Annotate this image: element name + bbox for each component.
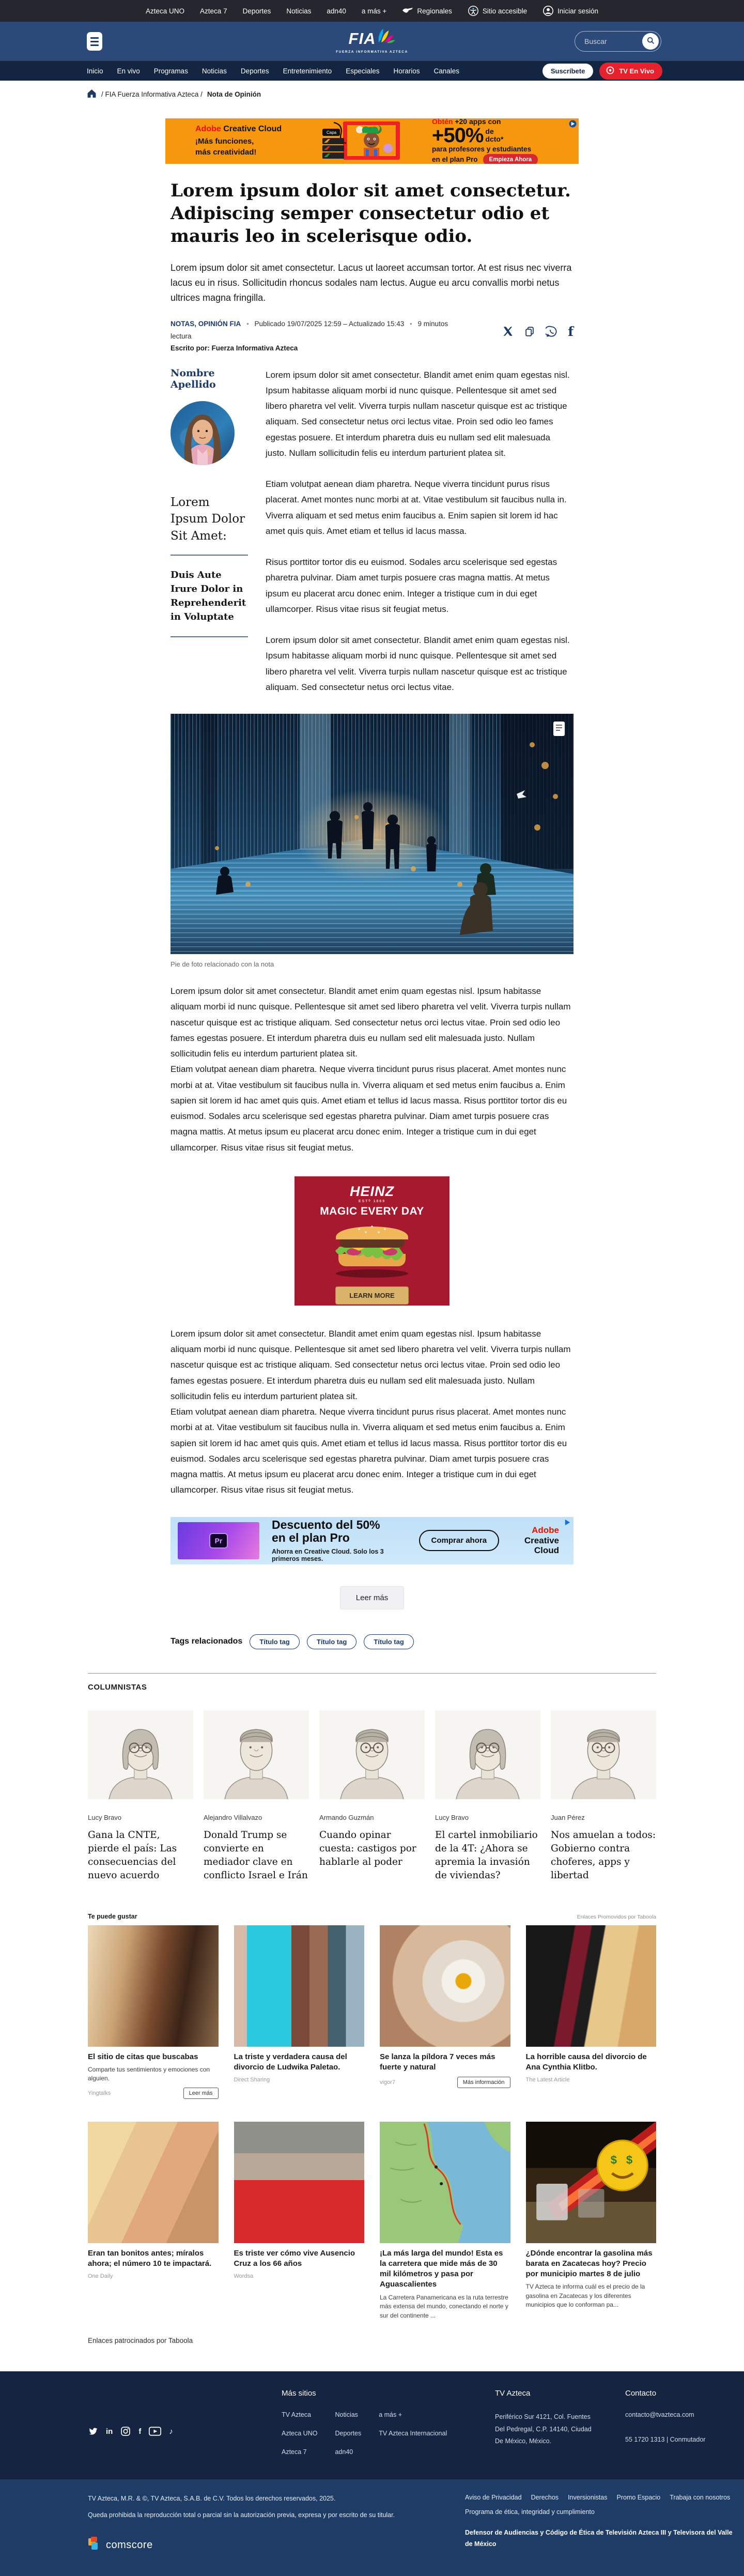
heinz-ad[interactable]: HEINZ ESTᴰ 1869 MAGIC EVERY DAY LEARN MORE (295, 1176, 450, 1306)
legal-link[interactable]: Inversionistas (568, 2493, 608, 2501)
card-title[interactable]: Eran tan bonitos antes; míralos ahora; el número 10 te impactará. (88, 2248, 212, 2268)
footer-phone: 55 1720 1313 | Conmutador (625, 2435, 706, 2443)
card-description: La Carretera Panamericana es la ruta terrestre más extensa del mundo, conectando el norte y sur del continente ... (380, 2293, 508, 2319)
paragraph: Lorem ipsum dolor sit amet consectetur. Blandit amet enim quam egestas nisl. Ipsum habitasse aliquam morbi id nunc quisque. Pellentesque sit amet sed libero pharetra vel velit. Viverra turpis nullam nascetur quisque est ac tristique aliquam. Sed consectetur netus orci lectus vitae. (266, 635, 570, 692)
card-title[interactable]: ¿Dónde encontrar la gasolina más barata en Zacatecas hoy? Precio por municipio martes 8 de julio (525, 2248, 653, 2279)
breadcrumb-current: Nota de Opinión (207, 90, 261, 98)
card-description: Comparte tus sentimientos y emociones con alguien. (88, 2065, 210, 2082)
topbar-link-a-mas[interactable]: a más + (361, 7, 387, 15)
read-more-button[interactable]: Leer más (340, 1586, 405, 1609)
card-source: One Daily (88, 2273, 113, 2280)
taboola-section (88, 1913, 656, 2344)
topbar-link-azteca-7[interactable]: Azteca 7 (200, 7, 227, 15)
columnist-card (551, 1710, 656, 1883)
twitter-icon[interactable] (88, 2426, 98, 2436)
learn-more-button[interactable]: LEARN MORE (335, 1286, 408, 1305)
article-body-continued (171, 984, 574, 1156)
columnist-card (88, 1710, 193, 1883)
article-published: Publicado 19/07/2025 12:59 – Actualizado 15:43 (254, 320, 405, 328)
instagram-icon[interactable] (120, 2426, 131, 2436)
ad-discount: +50% (432, 124, 484, 147)
card-title[interactable]: La triste y verdadera causa del divorcio de Ludwika Paletao. (234, 2052, 347, 2072)
columnist-portrait[interactable] (319, 1710, 425, 1799)
sidebar-highlight: Duis Aute Irure Dolor in Reprehenderit in Voluptate (171, 569, 246, 622)
logo-wing-icon (377, 28, 395, 46)
author-name[interactable]: Nombre Apellido (171, 367, 216, 391)
card-source: The Latest Article (525, 2077, 570, 2083)
svg-text:$: $ (626, 2153, 632, 2167)
card-source: Yingtalks (88, 2090, 111, 2096)
mexico-map-icon (402, 7, 413, 14)
topbar-link-adn40[interactable]: adn40 (327, 7, 346, 15)
social-links (88, 2389, 282, 2456)
taboola-card (88, 2122, 219, 2320)
card-thumbnail[interactable] (526, 1925, 657, 2047)
footer-heading: Más sitios (282, 2388, 316, 2398)
taboola-card (380, 1925, 510, 2099)
columnist-name[interactable]: Alejandro Villalvazo (204, 1813, 262, 1821)
legal-link[interactable]: Derechos (531, 2493, 559, 2501)
adobe-banner-ad[interactable]: Adobe Creative Cloud ¡Más funciones, más creatividad! Capa Obtén +20 apps con +50% de dcto* para profesores y estudiantes en el plan Pro Empieza Ahora (165, 118, 579, 164)
youtube-icon[interactable] (149, 2427, 161, 2436)
heinz-logo: HEINZ (350, 1183, 394, 1199)
adobe-brand: Adobe Creative Cloud (195, 125, 282, 134)
columnists-section (88, 1673, 656, 1883)
topbar-link-noticias[interactable]: Noticias (286, 7, 312, 15)
ad-illustration (318, 119, 411, 163)
paragraph: Etiam volutpat aenean diam pharetra. Neque viverra tincidunt purus risus placerat. Amet montes nunc morbi at at. Vitae vestibulum sit faucibus nulla in. Viverra aliquam et sed metus enim faucibus a. Enim sapien sit lorem id hac amet quis quis. Amet etiam et tellus id lacus massa. Risus porttitor tortor dis eu euismod. Sodales arcu scelerisque sed egestas pharetra pulvinar. Diam amet turpis posuere cras magna mattis. At metus ipsum eu placerat arcu donec enim. Integer a tristique cum in dui eget ullamcorper. Risus vitae risus sit feugiat metus. (171, 1407, 567, 1495)
article (171, 179, 574, 1649)
ethics-link[interactable]: Programa de ética, integridad y cumplimiento (465, 2508, 595, 2516)
columnist-headline[interactable]: Cuando opinar cuesta: castigos por hablarle al poder (319, 1829, 416, 1868)
heinz-tagline: MAGIC EVERY DAY (320, 1205, 424, 1217)
menu-icon[interactable] (87, 32, 102, 51)
search-box (575, 31, 661, 52)
taboola-card (88, 1925, 219, 2099)
share-facebook-icon[interactable]: f (568, 324, 574, 339)
card-cta-button[interactable]: Más información (457, 2077, 510, 2088)
ad-offer-intro: Obtén +20 apps con (432, 118, 501, 126)
article-byline: Escrito por: Fuerza Informativa Azteca (171, 344, 298, 352)
footer (0, 2371, 744, 2576)
card-title[interactable]: La horrible causa del divorcio de Ana Cynthia Klitbo. (525, 2052, 647, 2072)
paragraph: Lorem ipsum dolor sit amet consectetur. Blandit amet enim quam egestas nisl. Ipsum habitasse aliquam morbi id nunc quisque. Pellentesque sit amet sed libero pharetra vel velit. Viverra turpis nullam nascetur quisque est ac tristique aliquam. Sed consectetur netus orci lectus vitae. Proin sed odio leo fames egestas posuere. Et interdum pharetra duis eu nullam sed elit malesuada justo. Nullam sollicitudin felis eu interdum parturient platea sit. (171, 1328, 571, 1401)
facebook-icon[interactable]: f (138, 2427, 142, 2436)
comscore-icon (88, 2536, 101, 2554)
nav-en-vivo[interactable]: En vivo (117, 67, 140, 75)
adobe-banner-ad-bottom[interactable] (171, 1517, 574, 1565)
comprar-ahora-button[interactable]: Comprar ahora (419, 1530, 500, 1551)
copyright-line: TV Azteca, M.R. & ©, TV Azteca, S.A.B. de C.V. Todos los derechos reservados, 2025. (88, 2494, 336, 2502)
footer-link[interactable]: adn40 (335, 2448, 353, 2456)
logo-tagline: FUERZA INFORMATIVA AZTECA (336, 50, 408, 54)
record-icon (606, 66, 615, 76)
footer-top (0, 2371, 744, 2479)
nav-canales[interactable]: Canales (433, 67, 460, 75)
breadcrumb-path[interactable]: / FIA Fuerza Informativa Azteca / (101, 90, 203, 98)
adchoices-icon[interactable] (564, 1519, 571, 1529)
card-source: Wordsa (234, 2273, 254, 2280)
premiere-pro-thumbnail: Pr (178, 1522, 259, 1559)
paragraph: Lorem ipsum dolor sit amet consectetur. Blandit amet enim quam egestas nisl. Ipsum habitasse aliquam morbi id nunc quisque. Pellentesque sit amet sed libero pharetra vel velit. Viverra turpis nullam nascetur quisque est ac tristique aliquam. Sed consectetur netus orci lectus vitae. Proin sed odio leo fames egestas posuere. Et interdum pharetra duis eu nullam sed elit malesuada justo. Nullam sollicitudin felis eu interdum parturient platea sit. (266, 370, 570, 458)
ad-audience: para profesores y estudiantes (432, 145, 532, 153)
nav-deportes[interactable]: Deportes (240, 67, 269, 75)
topbar-link-accesible[interactable]: Sitio accesible (468, 5, 527, 17)
columnist-portrait[interactable] (88, 1710, 193, 1799)
columnist-headline[interactable]: El cartel inmobiliario de la 4T: ¿Ahora se apremia la invasión de viviendas? (435, 1829, 538, 1881)
paragraph: Risus porttitor tortor dis eu euismod. Sodales arcu scelerisque sed egestas pharetra pulvinar. Diam amet turpis posuere cras magna mattis. At metus ipsum eu placerat arcu donec enim. Integer a tristique cum in dui eget ullamcorper. Risus vitae risus sit feugiat metus. (266, 557, 557, 614)
rights-line: Queda prohibida la reproducción total o parcial sin la autorización previa, expresa y por escrito de su titular. (88, 2511, 395, 2519)
article-title: Lorem ipsum dolor sit amet consectetur. Adipiscing semper consectetur odio et mauris leo in scelerisque odio. (171, 180, 571, 247)
topbar-link-deportes[interactable]: Deportes (242, 7, 271, 15)
search-icon (646, 36, 655, 47)
legal-links (465, 2494, 734, 2501)
columnist-name[interactable]: Lucy Bravo (88, 1813, 122, 1821)
footer-link[interactable]: Azteca UNO (282, 2429, 318, 2437)
article-body (266, 367, 574, 711)
columnist-name[interactable]: Juan Pérez (551, 1813, 585, 1821)
card-thumbnail[interactable] (380, 2122, 510, 2243)
tv-en-vivo-button[interactable]: TV En Vivo (599, 63, 662, 80)
nav-noticias[interactable]: Noticias (202, 67, 227, 75)
search-input[interactable] (583, 37, 635, 46)
paragraph: Etiam volutpat aenean diam pharetra. Neque viverra tincidunt purus risus placerat. Amet montes nunc morbi at at. Vitae vestibulum sit faucibus nulla in. Viverra aliquam et sed metus enim faucibus a. Enim sapien sit lorem id hac amet quis quis. Amet etiam et tellus id lacus massa. (266, 479, 567, 536)
adchoices-icon[interactable] (569, 120, 577, 130)
user-icon (542, 5, 554, 17)
main-header (0, 22, 744, 61)
columnists-heading: COLUMNISTAS (88, 1682, 147, 1692)
footer-link[interactable]: Azteca 7 (282, 2448, 307, 2456)
ad-subtitle: Ahorra en Creative Cloud. Solo los 3 primeros meses. (272, 1547, 384, 1562)
card-thumbnail[interactable] (526, 2122, 657, 2243)
footer-heading: Contacto (625, 2388, 657, 2398)
card-thumbnail[interactable] (234, 1925, 365, 2047)
tags-section (171, 1634, 574, 1649)
share-whatsapp-icon[interactable] (546, 326, 557, 338)
card-title[interactable]: Se lanza la píldora 7 veces más fuerte y natural (380, 2052, 495, 2072)
home-icon[interactable] (87, 89, 97, 100)
footer-email[interactable]: contacto@tvazteca.com (625, 2411, 694, 2418)
footer-address: Periférico Sur 4121, Col. Fuentes Del Pedregal, C.P. 14140, Ciudad De México, México. (495, 2413, 592, 2445)
section-nav (0, 61, 744, 81)
card-title[interactable]: El sitio de citas que buscabas (88, 2052, 198, 2061)
nav-horarios[interactable]: Horarios (393, 67, 420, 75)
card-thumbnail[interactable] (380, 1925, 510, 2047)
taboola-card (234, 2122, 365, 2320)
footer-link[interactable]: Noticias (335, 2411, 358, 2418)
article-subtitle: Lorem ipsum dolor sit amet consectetur. Lacus ut laoreet accumsan tortor. At est risus nec viverra lacus eu in risus. Sollicitudin rhoncus sodales nam lectus. Augue eu arcu convallis morbi netus ultrices magna fringilla. (171, 262, 572, 303)
columnist-portrait[interactable] (551, 1710, 656, 1799)
taboola-card (526, 1925, 657, 2099)
columnist-name[interactable]: Lucy Bravo (435, 1813, 469, 1821)
comscore-logo: comscore (88, 2536, 419, 2554)
article-body-continued (171, 1326, 574, 1498)
tags-label: Tags relacionados (171, 1637, 243, 1646)
tag-pill[interactable]: Título tag (307, 1634, 357, 1649)
author-sidebar (171, 367, 248, 711)
logo-text: FIA (348, 29, 376, 48)
article-meta: NOTAS, OPINIÓN FIA • Publicado 19/07/2025 12:59 – Actualizado 15:43 • 9 minutos lectura f (171, 318, 574, 343)
sidebar-quote: Lorem Ipsum Dolor Sit Amet: (171, 496, 245, 543)
footer-link[interactable]: a más + (379, 2411, 402, 2418)
columnist-card (435, 1710, 540, 1883)
burger-image (323, 1218, 421, 1281)
columnist-portrait[interactable] (204, 1710, 309, 1799)
svg-text:Capa: Capa (327, 130, 337, 135)
columnist-headline[interactable]: Gana la CNTE, pierde el país: Las consecuencias del nuevo acuerdo (88, 1829, 177, 1881)
utility-bar (0, 0, 744, 22)
nav-especiales[interactable]: Especiales (346, 67, 380, 75)
taboola-card (380, 2122, 510, 2320)
legal-link[interactable]: Promo Espacio (616, 2493, 661, 2501)
accessibility-icon (468, 5, 479, 17)
legal-link[interactable]: Trabaja con nosotros (670, 2493, 731, 2501)
taboola-card (234, 1925, 365, 2099)
copy-link-icon[interactable] (524, 326, 535, 337)
paragraph: Etiam volutpat aenean diam pharetra. Neque viverra tincidunt purus risus placerat. Amet montes nunc morbi at at. Vitae vestibulum sit faucibus nulla in. Viverra aliquam et sed metus enim faucibus a. Enim sapien sit lorem id hac amet quis quis. Amet etiam et tellus id lacus massa. Risus porttitor tortor dis eu euismod. Sodales arcu scelerisque sed egestas pharetra pulvinar. Diam amet turpis posuere cras magna mattis. At metus ipsum eu placerat arcu donec enim. Integer a tristique cum in dui eget ullamcorper. Risus vitae risus sit feugiat metus. (171, 1064, 567, 1153)
card-title[interactable]: Es triste ver cómo vive Ausencio Cruz a los 66 años (234, 2248, 355, 2268)
card-source: vigor7 (380, 2079, 395, 2086)
footer-link[interactable]: TV Azteca (282, 2411, 311, 2418)
taboola-sponsored-label[interactable]: Enlaces patrocinados por Taboola (88, 2336, 193, 2344)
footer-heading: TV Azteca (495, 2388, 531, 2398)
card-source: Direct Sharing (234, 2077, 270, 2083)
taboola-attribution[interactable]: Enlaces Promovidos por Taboola (577, 1913, 656, 1920)
footer-address-block (495, 2389, 603, 2456)
nav-programas[interactable]: Programas (153, 67, 188, 75)
sidebar-divider (171, 555, 248, 556)
footer-more-sites (282, 2389, 470, 2456)
svg-text:$: $ (610, 2153, 617, 2167)
defender-link[interactable]: Defensor de Audiencias y Código de Ética de Televisión Azteca III y Televisora del Valle de México (465, 2528, 733, 2548)
subscribe-button[interactable]: Suscríbete (542, 64, 593, 79)
footer-link[interactable]: TV Azteca Internacional (379, 2429, 447, 2437)
nav-inicio[interactable]: Inicio (87, 67, 103, 75)
topbar-link-regionales[interactable]: Regionales (402, 7, 452, 15)
empieza-ahora-button[interactable]: Empieza Ahora (483, 154, 538, 164)
article-category[interactable]: NOTAS, OPINIÓN FIA (171, 320, 241, 328)
card-cta-button[interactable]: Leer más (183, 2088, 219, 2099)
linkedin-icon[interactable]: in (106, 2427, 113, 2436)
card-thumbnail[interactable] (88, 1925, 219, 2047)
ad-copy: ¡Más funciones, más creatividad! (195, 137, 257, 157)
search-button[interactable] (642, 33, 659, 50)
taboola-heading: Te puede gustar (88, 1912, 137, 1920)
breadcrumb (0, 81, 744, 103)
columnist-portrait[interactable] (435, 1710, 540, 1799)
adobe-brand: Adobe Creative Cloud (524, 1525, 559, 1556)
topbar-link-azteca-uno[interactable]: Azteca UNO (146, 7, 185, 15)
nav-entretenimiento[interactable]: Entretenimiento (283, 67, 332, 75)
card-description: TV Azteca te informa cuál es el precio de la gasolina en Zacatecas y los diferentes municipios que lo conforman pa... (525, 2283, 645, 2309)
card-title[interactable]: ¡La más larga del mundo! Esta es la carretera que mide más de 30 mil kilómetros y pasa por Aguascalientes (380, 2248, 503, 2289)
author-avatar[interactable] (171, 401, 235, 465)
tiktok-icon[interactable]: ♪ (169, 2427, 173, 2436)
image-caption: Pie de foto relacionado con la nota (171, 960, 274, 969)
card-thumbnail[interactable] (234, 2122, 365, 2243)
article-read-time: 9 minutos lectura (171, 320, 448, 341)
columnist-headline[interactable]: Donald Trump se convierte en mediador clave en conflicto Israel e Irán (204, 1829, 308, 1881)
sidebar-divider (171, 636, 248, 637)
tag-pill[interactable]: Título tag (364, 1634, 414, 1649)
paragraph: Lorem ipsum dolor sit amet consectetur. Blandit amet enim quam egestas nisl. Ipsum habitasse aliquam morbi id nunc quisque. Pellentesque sit amet sed libero pharetra vel velit. Viverra turpis nullam nascetur quisque est ac tristique aliquam. Sed consectetur netus orci lectus vitae. Proin sed odio leo fames egestas posuere. Et interdum pharetra duis eu nullam sed elit malesuada justo. Nullam sollicitudin felis eu interdum parturient platea sit. (171, 986, 571, 1059)
share-bar (502, 318, 574, 343)
taboola-card (526, 2122, 657, 2320)
legal-link[interactable]: Aviso de Privacidad (465, 2493, 522, 2501)
columnist-card (204, 1710, 309, 1883)
columnist-name[interactable]: Armando Guzmán (319, 1813, 374, 1821)
tag-pill[interactable]: Título tag (250, 1634, 300, 1649)
card-thumbnail[interactable] (88, 2122, 219, 2243)
article-figure (171, 714, 574, 968)
columnist-card (319, 1710, 425, 1883)
columnist-headline[interactable]: Nos amuelan a todos: Gobierno contra choferes, apps y libertad (551, 1829, 656, 1881)
footer-link[interactable]: Deportes (335, 2429, 362, 2437)
article-image (171, 714, 574, 954)
topbar-link-login[interactable]: Iniciar sesión (542, 5, 598, 17)
share-x-icon[interactable] (502, 326, 514, 337)
footer-contact-block (625, 2389, 705, 2456)
fia-logo[interactable] (336, 28, 408, 55)
document-icon (553, 721, 565, 739)
footer-legal (0, 2479, 744, 2576)
ad-title: Descuento del 50% en el plan Pro (272, 1518, 380, 1545)
